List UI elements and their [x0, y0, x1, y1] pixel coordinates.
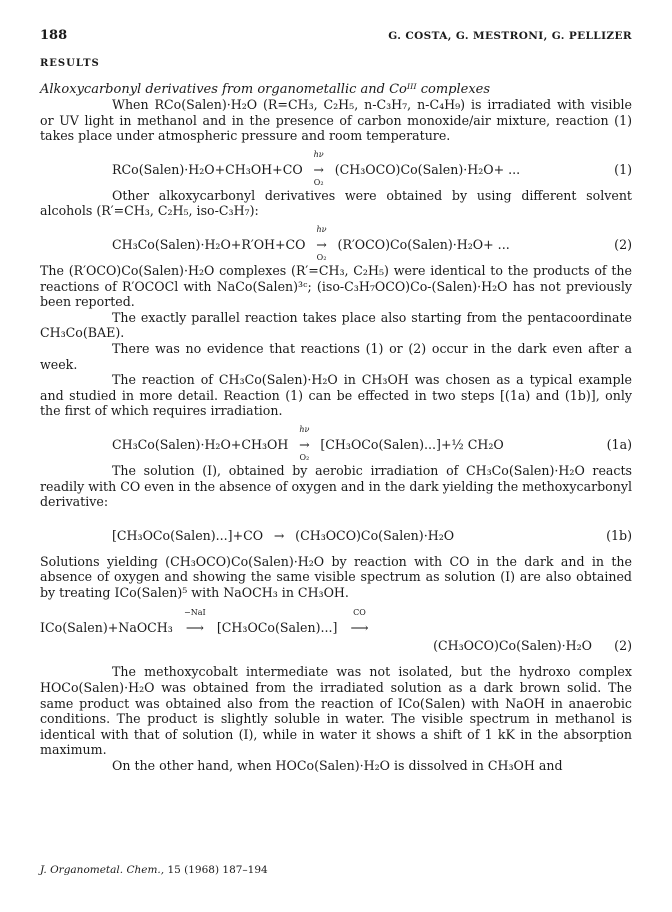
equation-3-mid: [CH₃OCo(Salen)...]: [216, 620, 338, 636]
equation-3: [40, 610, 632, 654]
running-authors: G. COSTA, G. MESTRONI, G. PELLIZER: [388, 30, 632, 42]
journal-footer: [40, 864, 268, 876]
equation-2-number: (2): [614, 237, 632, 253]
running-header: [40, 28, 632, 58]
equation-1a-number: (1a): [606, 437, 632, 453]
paragraph-3: The (R′OCO)Co(Salen)·H₂O complexes (R′=CH₃, C₂H₅) were identical to the products of the reactions of R′OCOCl with NaCo(Salen)³ᶜ; (iso-C₃H₇OCO)Co-(Salen)·H₂O has not previously been reported.: [40, 262, 632, 310]
journal-citation: 15 (1968) 187–194: [167, 864, 268, 876]
paragraph-7: The solution (I), obtained by aerobic irradiation of CH₃Co(Salen)·H₂O reacts readily with CO even in the absence of oxygen and in the dark yielding the methoxycarbonyl derivative:: [40, 462, 632, 510]
equation-1a-right: [CH₃OCo(Salen)...]+½ CH₂O: [320, 437, 504, 453]
reaction-arrow: CO ⟶: [350, 608, 369, 636]
paragraph-2: Other alkoxycarbonyl derivatives were obtained by using different solvent alcohols (R′=CH₃, C₂H₅, iso-C₃H₇):: [40, 187, 632, 219]
equation-1b-number: (1b): [606, 528, 632, 544]
paragraph-10: On the other hand, when HOCo(Salen)·H₂O is dissolved in CH₃OH and: [112, 758, 563, 774]
equation-2-right: (R′OCO)Co(Salen)·H₂O+ ...: [337, 237, 510, 253]
paragraph-1: When RCo(Salen)·H₂O (R=CH₃, C₂H₅, n-C₃H₇, n-C₄H₉) is irradiated with visible or UV light in methanol and in the presence of carbon monoxide/air mixture, reaction (1) takes place under atmospheric pressure and room temperature.: [40, 97, 632, 144]
equation-3-right: (CH₃OCO)Co(Salen)·H₂O: [433, 638, 592, 654]
paragraph-9: The methoxycobalt intermediate was not isolated, but the hydroxo complex HOCo(Salen)·H₂O was obtained from the irradiated solution as a dark brown solid. The same product was obtained also from the reaction of ICo(Salen) with NaOH in anaerobic conditions. The product is slightly soluble in water. The visible spectrum in methanol is identical with that of solution (I), while in water it shows a shift of 1 kK in the absorption maximum.: [40, 664, 632, 758]
equation-1-number: (1): [614, 162, 632, 178]
equation-2: [40, 225, 632, 262]
subsection-title: Alkoxycarbonyl derivatives from organometallic and Coᴵᴵᴵ complexes: [40, 82, 491, 97]
paragraph-4: The exactly parallel reaction takes place also starting from the pentacoordinate CH₃Co(BAE).: [40, 309, 632, 341]
reaction-arrow: →: [273, 528, 285, 544]
equation-1-left: RCo(Salen)·H₂O+CH₃OH+CO: [112, 162, 303, 178]
equation-1-right: (CH₃OCO)Co(Salen)·H₂O+ ...: [334, 162, 521, 178]
equation-1a-left: CH₃Co(Salen)·H₂O+CH₃OH: [112, 437, 289, 453]
equation-3-number: (2): [614, 638, 632, 654]
paper-page: [40, 28, 632, 774]
section-title: RESULTS: [40, 58, 100, 69]
reaction-arrow: hν → O₂: [313, 150, 324, 187]
paragraph-6: The reaction of CH₃Co(Salen)·H₂O in CH₃OH was chosen as a typical example and studied in more detail. Reaction (1) can be effected in two steps [(1a) and (1b)], only the first of which requires irradiation.: [40, 372, 632, 419]
equation-1: [40, 150, 632, 187]
equation-1b-left: [CH₃OCo(Salen)...]+CO: [112, 528, 264, 544]
journal-name: J. Organometal. Chem.,: [40, 864, 165, 876]
reaction-arrow: hν → O₂: [299, 425, 310, 462]
page-number: 188: [40, 28, 68, 43]
reaction-arrow: −NaI ⟶: [184, 608, 206, 636]
equation-2-left: CH₃Co(Salen)·H₂O+R′OH+CO: [112, 237, 306, 253]
equation-3-left: ICo(Salen)+NaOCH₃: [40, 620, 173, 636]
paragraph-5: There was no evidence that reactions (1) or (2) occur in the dark even after a week.: [40, 340, 632, 372]
equation-1b: [40, 516, 632, 546]
equation-1a: [40, 425, 632, 462]
equation-1b-right: (CH₃OCO)Co(Salen)·H₂O: [295, 528, 455, 544]
paragraph-8: Solutions yielding (CH₃OCO)Co(Salen)·H₂O by reaction with CO in the dark and in the absence of oxygen and showing the same visible spectrum as solution (I) are also obtained by treating ICo(Salen)⁵ with NaOCH₃ in CH₃OH.: [40, 553, 632, 600]
reaction-arrow: hν → O₂: [316, 225, 327, 262]
